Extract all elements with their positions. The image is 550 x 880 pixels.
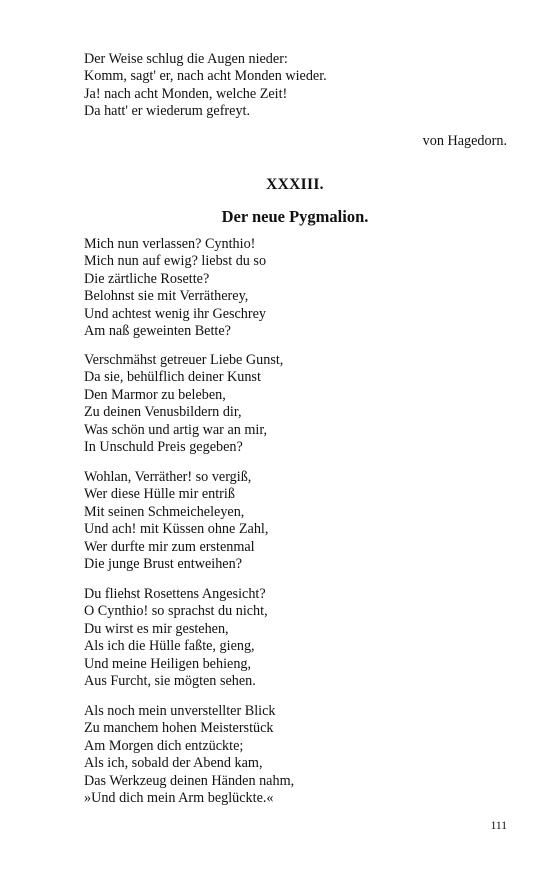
verse-line: Den Marmor zu beleben, — [84, 386, 226, 403]
verse-line: Die zärtliche Rosette? — [84, 270, 210, 287]
verse-line: Zu deinen Venusbildern dir, — [84, 404, 242, 421]
verse-line: Als ich die Hülle faßte, gieng, — [84, 638, 255, 655]
verse-line: Und ach! mit Küssen ohne Zahl, — [84, 521, 269, 538]
verse-line: Und achtest wenig ihr Geschrey — [84, 305, 267, 322]
verse-line: Das Werkzeug deinen Händen nahm, — [84, 772, 295, 789]
verse-line: Belohnst sie mit Verrätherey, — [84, 288, 249, 305]
verse-line: Die junge Brust entweihen? — [84, 556, 242, 573]
stanza-3 — [84, 469, 514, 573]
verse-line: Aus Furcht, sie mögten sehen. — [84, 673, 256, 690]
stanza-1 — [84, 236, 514, 340]
verse-line: »Und dich mein Arm beglückte.« — [84, 790, 274, 807]
stanza-2 — [84, 352, 514, 456]
verse-line: In Unschuld Preis gegeben? — [84, 439, 243, 456]
verse-line: Ja! nach acht Monden, welche Zeit! — [84, 85, 288, 102]
verse-line: Du fliehst Rosettens Angesicht? — [84, 586, 266, 602]
verse-line: Als noch mein unverstellter Blick — [84, 703, 276, 719]
verse-line: Wer durfte mir zum erstenmal — [84, 538, 255, 555]
verse-line: O Cynthio! so sprachst du nicht, — [84, 603, 268, 620]
verse-line: Mit seinen Schmeicheleyen, — [84, 503, 245, 520]
verse-line: Zu manchem hohen Meisterstück — [84, 720, 274, 737]
verse-line: Und meine Heiligen behieng, — [84, 655, 252, 672]
verse-line: Wohlan, Verräther! so vergiß, — [84, 469, 252, 485]
poem-number: XXXIII. — [266, 176, 324, 193]
verse-line: Da sie, behülflich deiner Kunst — [84, 369, 261, 386]
verse-line: Am naß geweinten Bette? — [84, 323, 231, 340]
verse-line: Komm, sagt' er, nach acht Monden wieder. — [84, 68, 327, 85]
verse-line: Verschmähst getreuer Liebe Gunst, — [84, 352, 284, 368]
verse-line: Der Weise schlug die Augen nieder: — [84, 51, 288, 67]
verse-line: Wer diese Hülle mir entriß — [84, 486, 235, 503]
verse-line: Was schön und artig war an mir, — [84, 421, 268, 438]
verse-line: Als ich, sobald der Abend kam, — [84, 755, 263, 772]
page-number: 111 — [490, 820, 507, 832]
stanza-5 — [84, 703, 514, 807]
verse-line: Da hatt' er wiederum gefreyt. — [84, 103, 251, 120]
author-attribution: von Hagedorn. — [422, 133, 507, 149]
poem-title: Der neue Pygmalion. — [221, 207, 369, 226]
stanza-4 — [84, 586, 514, 690]
verse-line: Mich nun verlassen? Cynthio! — [84, 236, 256, 252]
verse-line: Mich nun auf ewig? liebst du so — [84, 253, 267, 270]
verse-line: Du wirst es mir gestehen, — [84, 620, 229, 637]
verse-line: Am Morgen dich entzückte; — [84, 737, 244, 754]
previous-poem-ending — [84, 51, 514, 121]
